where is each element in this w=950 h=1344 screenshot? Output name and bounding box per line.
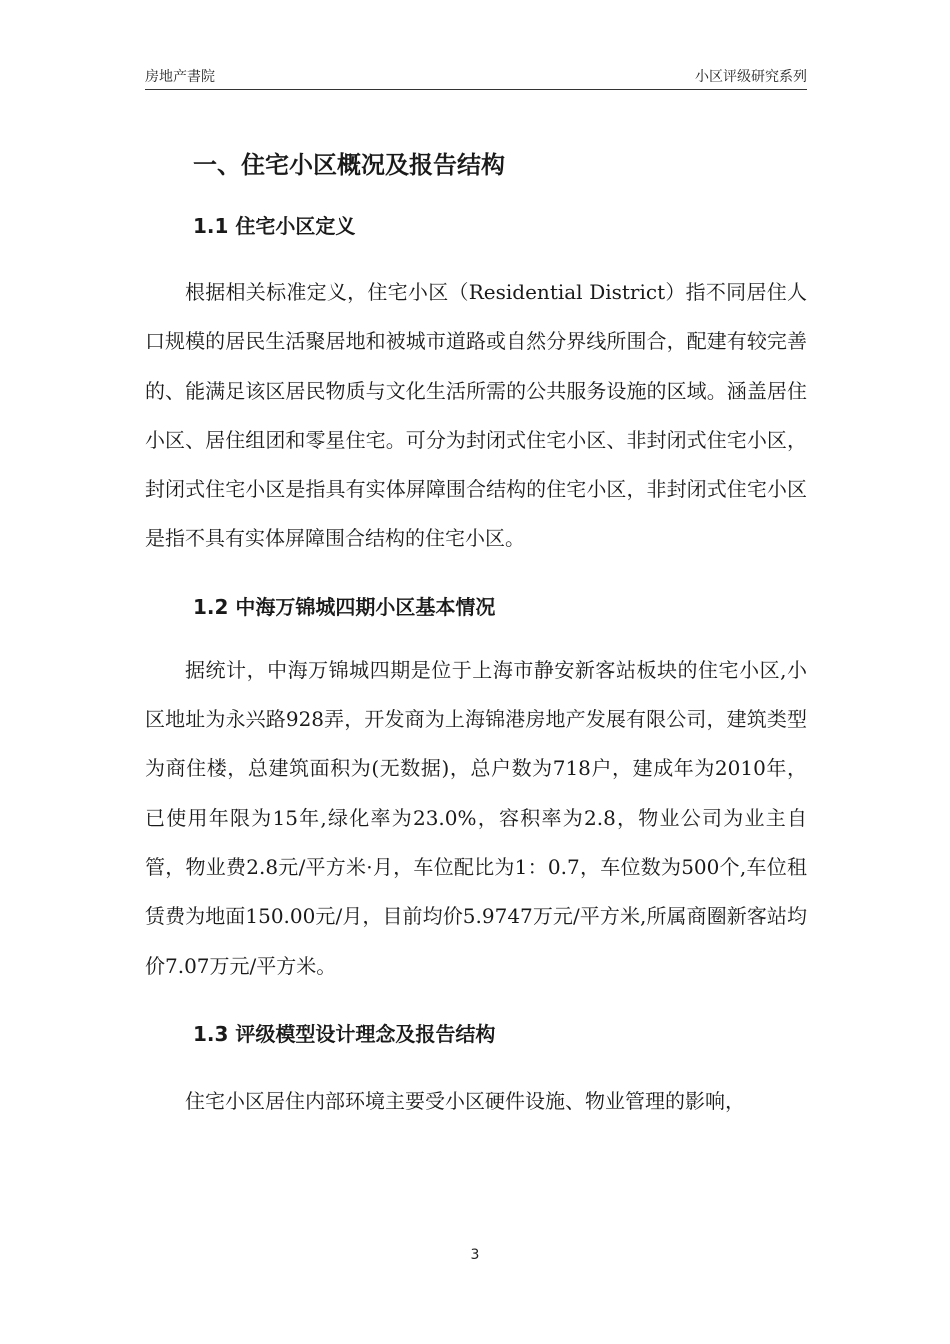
paragraph-definition: 根据相关标准定义，住宅小区（Residential District）指不同居住人口规模的居民生活聚居地和被城市道路或自然分界线所围合，配建有较完善的、能满足该区居民物质与文化生活所需的公共服务设施的区域。涵盖居住小区、居住组团和零星住宅。可分为封闭式住宅小区、非封闭式住宅小区，封闭式住宅小区是指具有实体屏障围合结构的住宅小区，非封闭式住宅小区是指不具有实体屏障围合结构的住宅小区。 xyxy=(145,280,807,551)
header-publisher: 房地产書院 xyxy=(145,69,215,85)
document-body xyxy=(145,140,807,1126)
section-heading: 一、住宅小区概况及报告结构 xyxy=(193,151,505,179)
subsection-heading-basic-info: 1.2 中海万锦城四期小区基本情况 xyxy=(193,594,496,619)
subsection-heading-rating-model: 1.3 评级模型设计理念及报告结构 xyxy=(193,1021,496,1046)
paragraph-rating-model: 住宅小区居住内部环境主要受小区硬件设施、物业管理的影响， xyxy=(185,1088,745,1113)
page-number: 3 xyxy=(470,1247,480,1263)
paragraph-basic-info: 据统计，中海万锦城四期是位于上海市静安新客站板块的住宅小区,小区地址为永兴路928弄，开发商为上海锦港房地产发展有限公司，建筑类型为商住楼，总建筑面积为(无数据)，总户数为718户，建成年为2010年，已使用年限为15年,绿化率为23.0%，容积率为2.8，物业公司为业主自管，物业费2.8元/平方米·月，车位配比为1：0.7，车位数为500个,车位租赁费为地面150.00元/月，目前均价5.9747万元/平方米,所属商圈新客站均价7.07万元/平方米。 xyxy=(145,657,807,978)
subsection-heading-definition: 1.1 住宅小区定义 xyxy=(193,214,356,238)
page-header xyxy=(145,66,807,88)
header-series-title: 小区评级研究系列 xyxy=(695,69,807,85)
header-divider xyxy=(145,89,807,90)
